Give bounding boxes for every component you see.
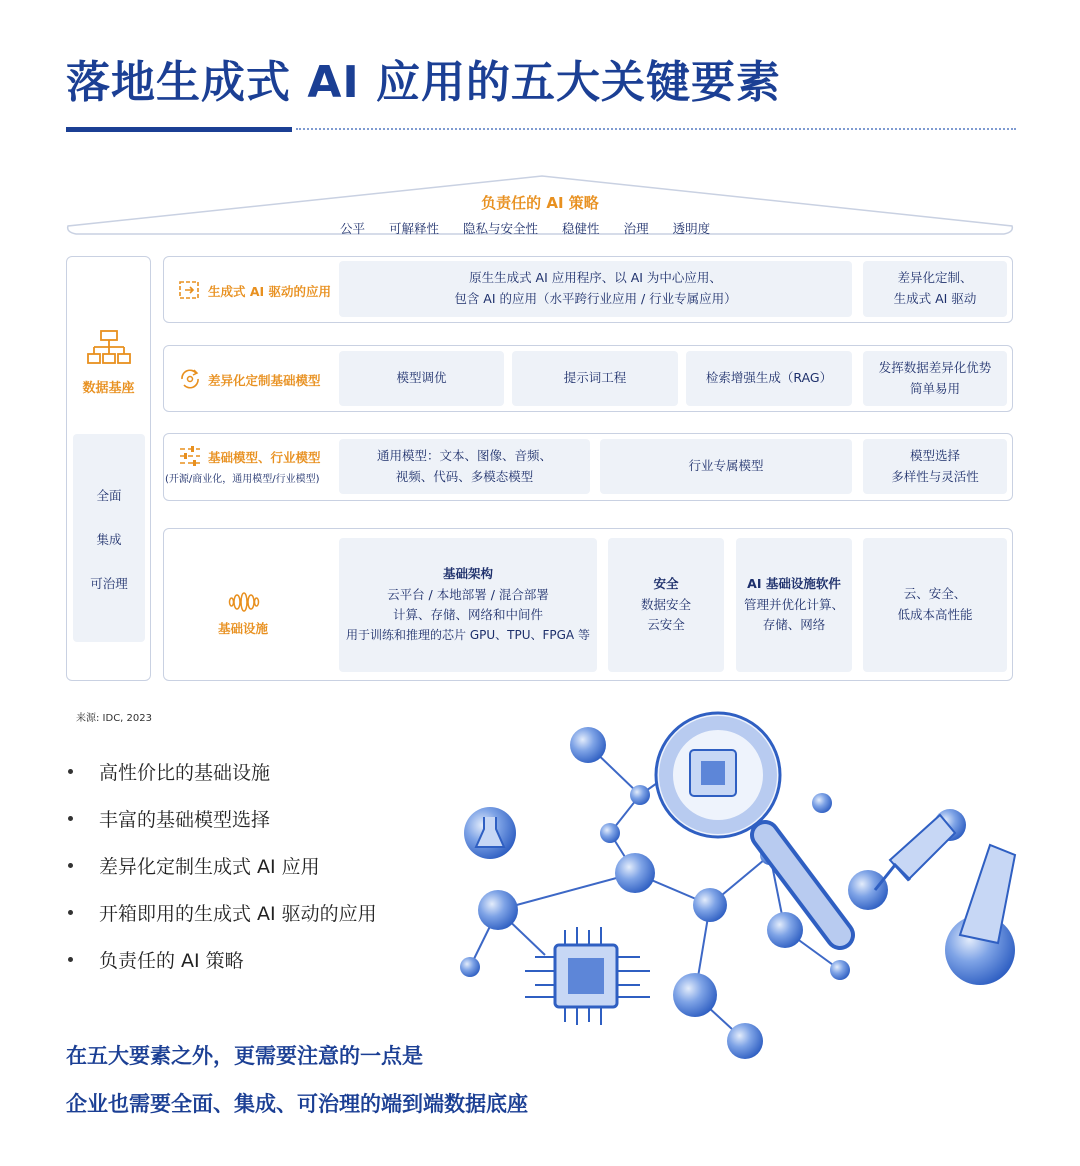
infra-arch-cell xyxy=(339,538,597,672)
bullet-item xyxy=(66,842,377,889)
row-label-apps: 生成式 AI 驱动的应用 xyxy=(208,284,332,299)
infra-security-title: 安全 xyxy=(653,576,679,592)
roof-item: 可解释性 xyxy=(389,221,440,236)
governance-item: 全面 xyxy=(96,488,122,503)
bullet-list xyxy=(66,748,377,983)
title-underline xyxy=(66,127,292,132)
row-label-infra: 基础设施 xyxy=(218,621,269,636)
roof-item: 隐私与安全性 xyxy=(463,221,539,236)
bullet-item xyxy=(66,748,377,795)
cell-line: 发挥数据差异化优势 xyxy=(878,359,992,375)
roof-item: 公平 xyxy=(340,221,366,236)
infra-arch-title: 基础架构 xyxy=(442,566,493,582)
custom-cell-tuning: 模型调优 xyxy=(339,351,504,406)
infra-security-cell xyxy=(608,538,724,672)
cell-line: 用于训练和推理的芯片 GPU、TPU、FPGA 等 xyxy=(346,628,590,643)
cell-line: 云平台 / 本地部署 / 混合部署 xyxy=(387,586,549,602)
bullet-text: 丰富的基础模型选择 xyxy=(99,809,271,831)
bullet-text: 开箱即用的生成式 AI 驱动的应用 xyxy=(99,903,377,925)
bullet-item xyxy=(66,936,377,983)
bullet-text: 高性价比的基础设施 xyxy=(99,762,271,784)
conclusion-line-1: 在五大要素之外，更需要注意的一点是 xyxy=(66,1044,423,1068)
cell-line: 模型选择 xyxy=(909,447,960,463)
cell-line: 生成式 AI 驱动 xyxy=(893,291,977,306)
cell-line: 云安全 xyxy=(647,617,685,633)
cell-line: 云、安全、 xyxy=(903,586,967,602)
infrastructure-icon xyxy=(228,590,260,614)
roof-principles xyxy=(340,219,710,237)
page-title: 落地生成式 AI 应用的五大关键要素 xyxy=(66,57,782,108)
apps-main-cell xyxy=(339,261,852,317)
models-industry-cell: 行业专属模型 xyxy=(600,439,852,494)
title-dotted-line xyxy=(296,128,1016,130)
row-sublabel-models: (开源/商业化，通用模型/行业模型) xyxy=(165,474,320,485)
sliders-icon xyxy=(178,445,202,467)
ai-illustration xyxy=(450,705,1030,1085)
infra-side-cell xyxy=(863,538,1007,672)
bullet-item xyxy=(66,889,377,936)
custom-cell-rag: 检索增强生成（RAG） xyxy=(686,351,852,406)
models-general-cell xyxy=(339,439,590,494)
cell-line: 低成本高性能 xyxy=(897,607,973,622)
cell-line: 多样性与灵活性 xyxy=(891,468,979,484)
cell-line: 管理并优化计算、 xyxy=(743,596,844,612)
governance-item: 可治理 xyxy=(90,576,128,591)
cell-line: 原生生成式 AI 应用程序、以 AI 为中心应用、 xyxy=(469,270,722,286)
models-side-cell xyxy=(863,439,1007,494)
roof-item: 透明度 xyxy=(672,221,711,236)
source-note: 来源: IDC, 2023 xyxy=(76,713,152,724)
governance-item: 集成 xyxy=(96,532,122,547)
bullet-item xyxy=(66,795,377,842)
cell-line: 计算、存储、网络和中间件 xyxy=(392,607,543,623)
magnifier-icon xyxy=(656,713,840,935)
cell-line: 差异化定制、 xyxy=(897,270,973,286)
app-icon xyxy=(178,280,200,300)
refresh-cycle-icon xyxy=(178,368,202,390)
infra-software-cell xyxy=(736,538,852,672)
custom-cell-prompt: 提示词工程 xyxy=(512,351,678,406)
bullet-text: 负责任的 AI 策略 xyxy=(99,950,244,972)
roof-item: 治理 xyxy=(623,221,649,236)
cell-line: 视频、代码、多模态模型 xyxy=(395,468,534,484)
custom-side-cell xyxy=(863,351,1007,406)
apps-side-cell xyxy=(863,261,1007,317)
bullet-text: 差异化定制生成式 AI 应用 xyxy=(99,856,320,878)
conclusion-line-2: 企业也需要全面、集成、可治理的端到端数据底座 xyxy=(66,1092,528,1116)
cell-line: 包含 AI 的应用（水平跨行业应用 / 行业专属应用） xyxy=(454,291,737,306)
infra-software-title: AI 基础设施软件 xyxy=(747,576,841,592)
chip-icon xyxy=(525,927,650,1025)
row-label-custom: 差异化定制基础模型 xyxy=(208,373,321,388)
cell-line: 通用模型：文本、图像、音频、 xyxy=(376,447,552,463)
roof-title: 负责任的 AI 策略 xyxy=(481,194,599,212)
hierarchy-icon xyxy=(86,330,132,366)
robot-arm-icon xyxy=(875,809,1015,985)
cell-line: 存储、网络 xyxy=(762,617,826,633)
cell-line: 简单易用 xyxy=(909,380,960,396)
cell-line: 数据安全 xyxy=(640,596,691,612)
roof-item: 稳健性 xyxy=(562,221,600,236)
data-foundation-label: 数据基座 xyxy=(82,381,135,396)
row-label-models: 基础模型、行业模型 xyxy=(208,450,321,465)
